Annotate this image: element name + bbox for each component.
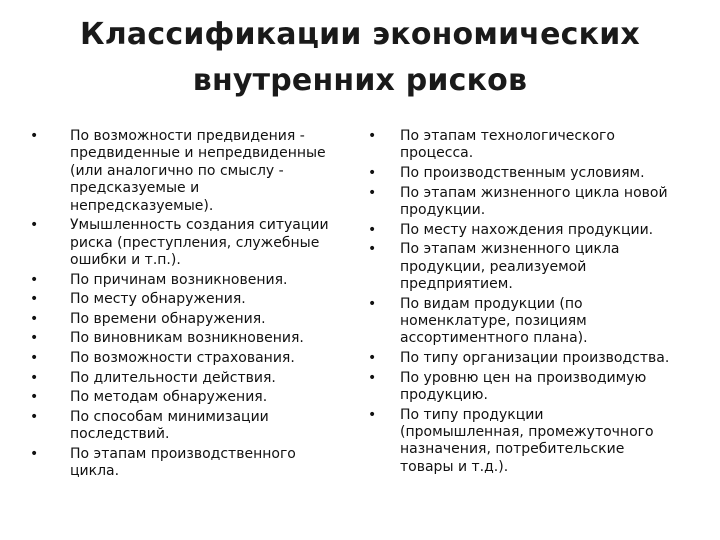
list-item-text: По типу организации производства. xyxy=(400,350,670,366)
list-item xyxy=(30,370,360,387)
list-item-text: По месту нахождения продукции. xyxy=(400,221,654,238)
list-item xyxy=(30,350,360,367)
bullet-icon: • xyxy=(30,310,39,327)
list-item xyxy=(30,311,360,328)
list-item xyxy=(30,217,360,269)
list-item xyxy=(30,291,360,308)
bullet-icon: • xyxy=(30,271,39,288)
list-item xyxy=(368,350,688,367)
list-item-text: По уровню цен на производимую продукцию. xyxy=(400,369,647,403)
list-item-text: По возможности предвидения - предвиденные и непредвиденные (или аналогично по смыслу - предсказуемые и непредсказуемые). xyxy=(70,128,326,214)
bullet-icon: • xyxy=(368,350,377,366)
list-item-text: По этапам технологического процесса. xyxy=(400,128,615,162)
list-item xyxy=(30,409,360,444)
list-item xyxy=(368,370,688,405)
list-item-text: По виновникам возникновения. xyxy=(70,330,304,347)
list-item xyxy=(30,272,360,289)
list-item-text: Умышленность создания ситуации риска (преступления, служебные ошибки и т.п.). xyxy=(70,217,329,269)
bullet-icon: • xyxy=(368,221,377,238)
bullet-icon: • xyxy=(368,184,377,201)
bullet-icon: • xyxy=(30,369,39,386)
list-item xyxy=(368,241,688,293)
list-item xyxy=(368,185,688,220)
bullet-icon: • xyxy=(368,406,377,423)
list-item xyxy=(30,446,360,481)
list-item xyxy=(368,407,688,477)
list-item-text: По этапам жизненного цикла продукции, реализуемой предприятием. xyxy=(400,241,620,292)
list-item-text: По времени обнаружения. xyxy=(70,310,266,327)
bullet-icon: • xyxy=(30,445,39,462)
left-bullet-list xyxy=(30,128,360,483)
bullet-icon: • xyxy=(368,165,377,181)
bullet-icon: • xyxy=(30,291,39,308)
list-item xyxy=(368,296,688,348)
list-item-text: По этапам жизненного цикла новой продукции. xyxy=(400,184,668,218)
bullet-icon: • xyxy=(30,128,39,144)
list-item-text: По причинам возникновения. xyxy=(70,271,288,288)
list-item xyxy=(368,222,688,239)
bullet-icon: • xyxy=(368,128,377,144)
list-item-text: По типу продукции (промышленная, промежуточного назначения, потребительские товары и т.д.). xyxy=(400,406,654,475)
list-item-text: По этапам производственного цикла. xyxy=(70,445,296,480)
bullet-icon: • xyxy=(368,369,377,386)
list-item xyxy=(30,330,360,347)
list-item xyxy=(30,128,360,215)
bullet-icon: • xyxy=(368,295,377,312)
slide-title xyxy=(60,12,660,104)
bullet-icon: • xyxy=(368,241,377,258)
list-item-text: По месту обнаружения. xyxy=(70,291,246,308)
list-item xyxy=(30,389,360,406)
list-item xyxy=(368,128,688,163)
bullet-icon: • xyxy=(30,330,39,347)
list-item-text: По способам минимизации последствий. xyxy=(70,408,269,443)
list-item-text: По производственным условиям. xyxy=(400,165,645,181)
title-line-2: внутренних рисков xyxy=(192,63,528,98)
bullet-icon: • xyxy=(30,389,39,406)
bullet-icon: • xyxy=(30,408,39,425)
list-item-text: По методам обнаружения. xyxy=(70,389,268,406)
right-bullet-list xyxy=(368,128,688,478)
list-item-text: По возможности страхования. xyxy=(70,350,295,366)
list-item-text: По длительности действия. xyxy=(70,369,276,386)
list-item-text: По видам продукции (по номенклатуре, позициям ассортиментного плана). xyxy=(400,295,588,347)
list-item xyxy=(368,165,688,182)
title-line-1: Классификации экономических xyxy=(80,17,640,52)
bullet-icon: • xyxy=(30,350,39,366)
bullet-icon: • xyxy=(30,217,39,234)
